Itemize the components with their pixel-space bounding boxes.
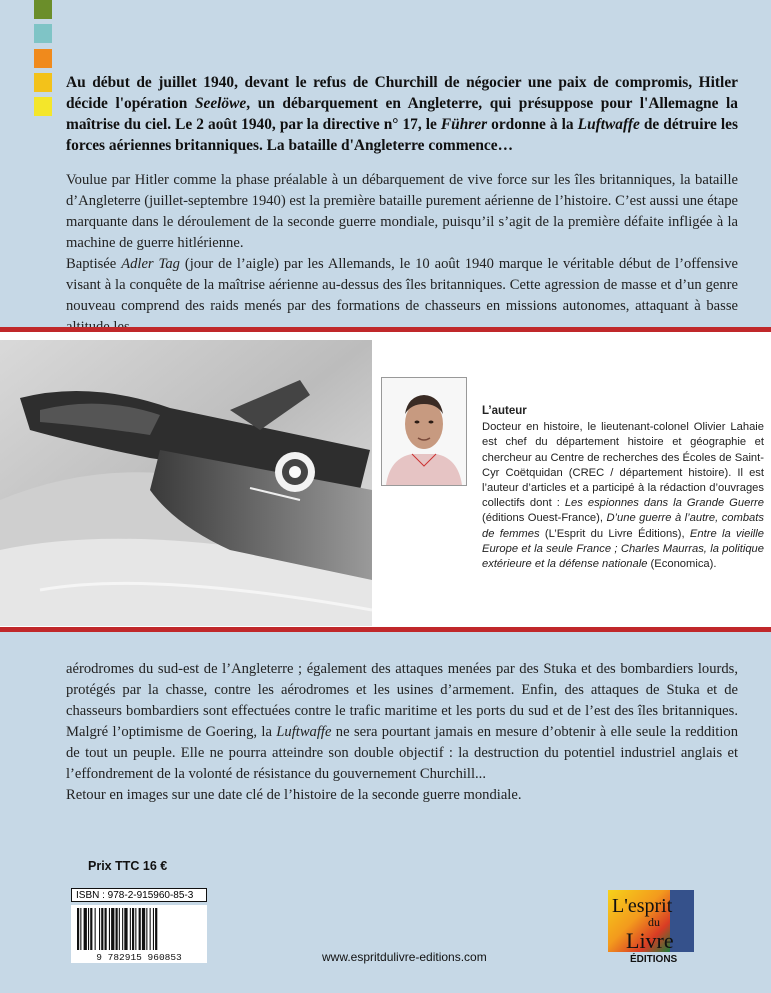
barcode-bar — [153, 908, 154, 950]
body-paragraph: Baptisée Adler Tag (jour de l’aigle) par les Allemands, le 10 août 1940 marque le véritable début de l’offensive visant à la conquête de la maîtrise aérienne au-dessus des îles britanniques. Cette agression de masse et d’un genre nouveau comprend des raids menés par des formations de chasseurs en missions autonomes, attaquant à basse — [66, 256, 738, 314]
barcode-bar — [124, 908, 127, 950]
barcode-bar — [122, 908, 123, 950]
publisher-logo — [600, 880, 708, 964]
barcode-bar — [99, 908, 100, 950]
svg-text:Livre: Livre — [626, 928, 674, 953]
svg-text:L'esprit: L'esprit — [612, 895, 673, 917]
body-text-bottom — [66, 659, 738, 806]
barcode-bar — [84, 908, 87, 950]
isbn-label: ISBN : 978-2-915960-85-3 — [71, 888, 207, 902]
barcode-digits: 9 782915 960853 — [96, 952, 182, 963]
barcode-bar — [95, 908, 96, 950]
barcode-bar — [88, 908, 89, 950]
barcode-bar — [119, 908, 120, 950]
barcode-bar — [109, 908, 110, 950]
color-swatch-yellow — [34, 97, 52, 116]
author-bio: L’auteur Docteur en histoire, le lieutenant-colonel Olivier Lahaie est chef du département histoire et géographie et chercheur au Centre de recherches des Écoles de Saint-Cyr Coëtquidan (CREC / département histoire). Il est l’auteur d’articles et a participé à la rédaction d’ouvrages collectifs dont : Les espionnes dans la Grande Guerre (éditions Ouest-France), D’une guerre à l’autre, combats de femmes (L’Esprit du Livre Éditions), Entre la vieille Europe et la seule France ; Charles Maurras, la politique extérieure et la défense nationale (Economica). — [482, 405, 764, 571]
barcode-bar — [146, 908, 147, 950]
body-paragraph: Retour en images sur une date clé de l’histoire de la seconde guerre mondiale. — [66, 787, 522, 803]
barcode-bar — [155, 908, 157, 950]
body-text-top — [66, 170, 738, 338]
price-label: Prix TTC 16 € — [88, 859, 168, 873]
publisher-website[interactable]: www.espritdulivre-editions.com — [322, 950, 487, 964]
divider-bottom — [0, 627, 771, 632]
barcode-bar — [135, 908, 136, 950]
barcode — [71, 905, 207, 963]
color-swatch-green — [34, 0, 52, 19]
svg-text:du: du — [648, 915, 660, 929]
barcode-bar — [90, 908, 92, 950]
barcode-bar — [132, 908, 134, 950]
color-swatch-amber — [34, 73, 52, 92]
color-swatch-orange — [34, 49, 52, 68]
barcode-bar — [80, 908, 81, 950]
barcode-bar — [111, 908, 114, 950]
barcode-bar — [150, 908, 151, 950]
author-portrait — [381, 377, 467, 486]
barcode-bar — [130, 908, 131, 950]
barcode-bar — [77, 908, 79, 950]
author-heading: L’auteur — [482, 405, 527, 417]
svg-text:ÉDITIONS: ÉDITIONS — [630, 954, 678, 964]
color-swatch-teal — [34, 24, 52, 43]
barcode-bar — [116, 908, 118, 950]
barcode-bar — [139, 908, 141, 950]
barcode-bar — [142, 908, 145, 950]
body-paragraph: aérodromes du sud-est de l’Angleterre ; également des attaques menées par des Stuka et des bombardiers lourds, protégés par la chasse, contre les aérodromes et les usines d’armement. Enfin, des attaques de Stuka et de chasseurs bombardiers sont effectuées contre le trafic maritime et les ports du sud et de l’est des îles britanniques. Malgré l’optimisme de Goering, la Luftwaffe ne sera pourtant jamais en mesure d’obtenir à elle seule la reddition de tout un peuple. Elle ne pourra atteindre son double objectif : la destruction du potentiel industriel anglais et l’effondrement de la volonté de résistance du gouvernement Churchill... — [66, 661, 738, 782]
barcode-bar — [105, 908, 107, 950]
barcode-bar — [101, 908, 103, 950]
spitfire-photo — [0, 340, 372, 626]
intro-paragraph: Au début de juillet 1940, devant le refus de Churchill de négocier une paix de compromis, Hitler décide l'opération Seelöwe, un débarquement en Angleterre, qui présuppose pour l'Allemagne la maîtrise du ciel. Le 2 août 1940, par la directive n° 17, le Führer ordonne à la Luftwaffe de détruire les forces aériennes britanniques. La bataille d'Angleterre commence… — [66, 74, 738, 154]
body-paragraph: Voulue par Hitler comme la phase préalable à un débarquement de vive force sur les îles britanniques, la bataille d’Angleterre (juillet-septembre 1940) est la première bataille purement aérienne de l’histoire. C’est aussi une étape marquante dans le déroulement de la seconde guerre mondiale, puisqu’il s’agit de la première défaite infligée à la machine de guerre hitlérienne. — [66, 172, 738, 251]
